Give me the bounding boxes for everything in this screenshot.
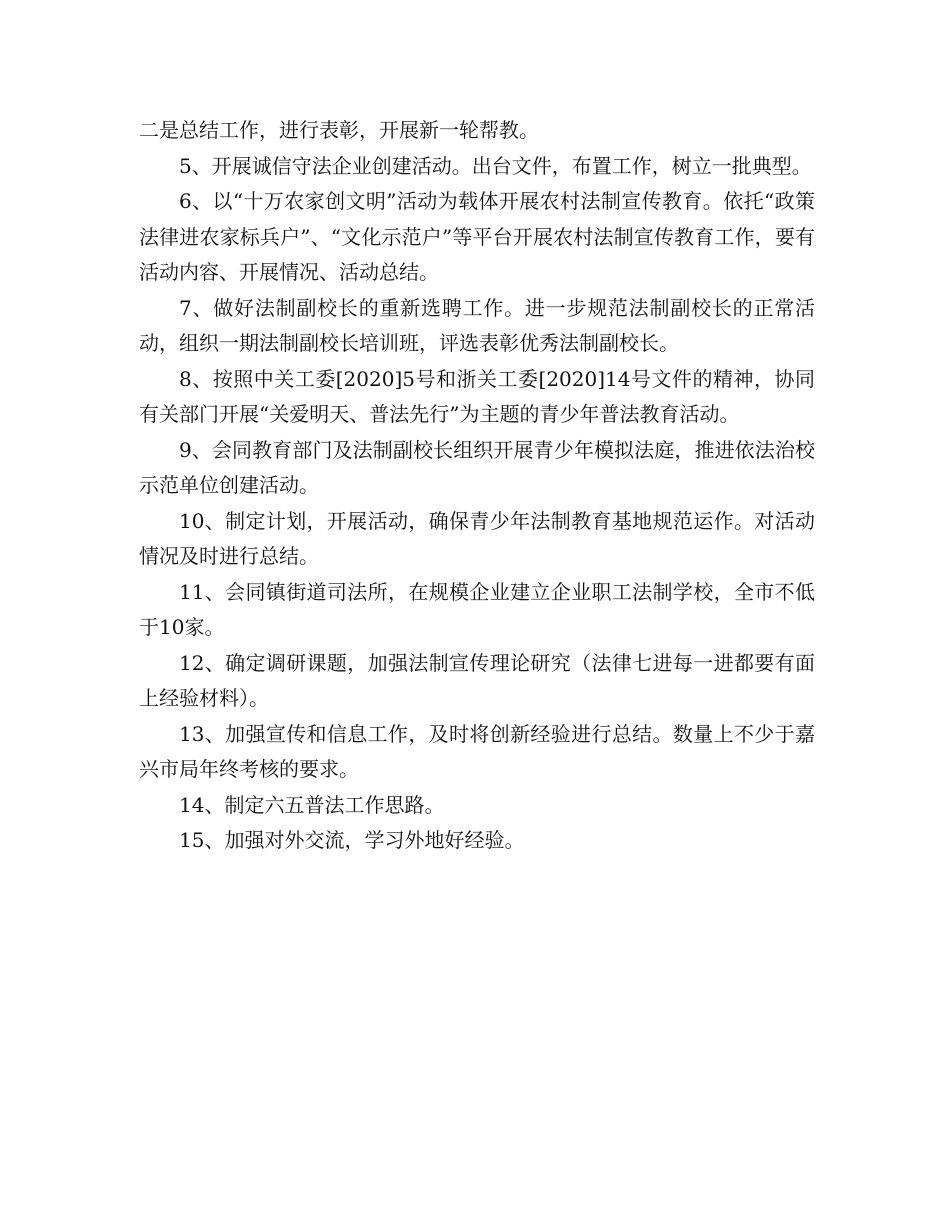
paragraph-item-14: 14、制定六五普法工作思路。 [179, 792, 445, 817]
paragraph-item-6: 6、以“十万农家创文明”活动为载体开展农村法制宣传教育。依托“政策法律进农家标兵户”、“文化示范户”等平台开展农村法制宣传教育工作，要有活动内容、开展情况、活动总结。 [139, 189, 815, 284]
paragraph-item-12: 12、确定调研课题，加强法制宣传理论研究（法律七进每一进都要有面上经验材料）。 [139, 650, 815, 710]
paragraph-item-5: 5、开展诚信守法企业创建活动。出台文件，布置工作，树立一批典型。 [179, 153, 812, 178]
paragraph-1: 二是总结工作，进行表彰，开展新一轮帮教。 [139, 118, 539, 142]
paragraph-item-7: 7、做好法制副校长的重新选聘工作。进一步规范法制副校长的正常活动，组织一期法制副校长培训班，评选表彰优秀法制副校长。 [139, 295, 815, 355]
paragraph-item-8: 8、按照中关工委[2020]5号和浙关工委[2020]14号文件的精神，协同有关部门开展“关爱明天、普法先行”为主题的青少年普法教育活动。 [139, 366, 815, 426]
paragraph-item-13: 13、加强宣传和信息工作，及时将创新经验进行总结。数量上不少于嘉兴市局年终考核的要求。 [139, 721, 815, 781]
paragraph-item-11: 11、会同镇街道司法所，在规模企业建立企业职工法制学校，全市不低于10家。 [139, 579, 815, 639]
paragraph-item-15: 15、加强对外交流，学习外地好经验。 [179, 828, 525, 852]
document-body [139, 113, 815, 859]
paragraph-item-9: 9、会同教育部门及法制副校长组织开展青少年模拟法庭，推进依法治校示范单位创建活动。 [139, 437, 815, 497]
paragraph-item-10: 10、制定计划，开展活动，确保青少年法制教育基地规范运作。对活动情况及时进行总结。 [139, 508, 815, 568]
